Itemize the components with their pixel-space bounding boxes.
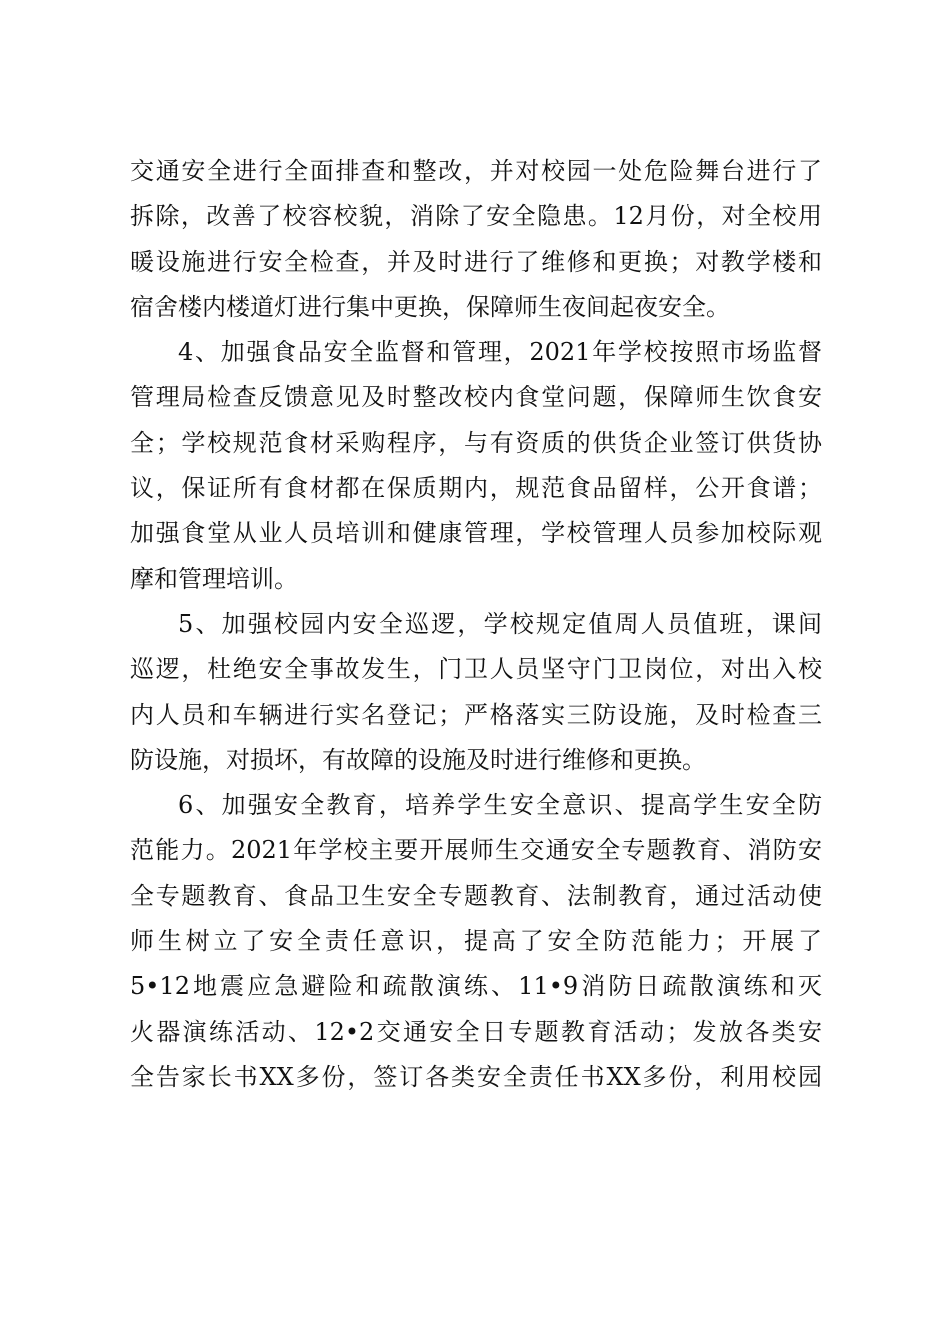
text-line: 巡逻，杜绝安全事故发生，门卫人员坚守门卫岗位，对出入校 [130,655,822,684]
text-line: 5•12地震应急避险和疏散演练、11•9消防日疏散演练和灭 [130,972,822,1001]
text-line: 内人员和车辆进行实名登记；严格落实三防设施，及时检查三 [130,700,822,729]
text-line: 拆除，改善了校容校貌，消除了安全隐患。12月份，对全校用 [130,202,822,231]
text-line: 摩和管理培训。 [130,564,298,593]
text-line: 加强食堂从业人员培训和健康管理，学校管理人员参加校际观 [130,519,822,548]
text-line: 5、加强校园内安全巡逻，学校规定值周人员值班，课间 [178,609,822,638]
text-line: 宿舍楼内楼道灯进行集中更换，保障师生夜间起夜安全。 [130,292,730,321]
paragraph-item-4 [130,330,822,602]
text-line: 火器演练活动、12•2交通安全日专题教育活动；发放各类安 [130,1017,822,1046]
text-line: 师生树立了安全责任意识，提高了安全防范能力；开展了 [130,927,822,956]
paragraph-continued [130,149,822,330]
paragraph-item-6 [130,783,822,1100]
text-line: 6、加强安全教育，培养学生安全意识、提高学生安全防 [178,791,822,820]
text-line: 防设施，对损坏，有故障的设施及时进行维修和更换。 [130,745,706,774]
text-line: 全；学校规范食材采购程序，与有资质的供货企业签订供货协 [130,428,822,457]
text-line: 交通安全进行全面排查和整改，并对校园一处危险舞台进行了 [130,157,822,185]
document-body [130,149,822,1100]
text-line: 全告家长书XX多份，签订各类安全责任书XX多份，利用校园 [130,1062,822,1091]
text-line: 4、加强食品安全监督和管理，2021年学校按照市场监督 [178,338,822,367]
text-line: 范能力。2021年学校主要开展师生交通安全专题教育、消防安 [130,836,822,865]
text-line: 暖设施进行安全检查，并及时进行了维修和更换；对教学楼和 [130,247,822,276]
text-line: 管理局检查反馈意见及时整改校内食堂问题，保障师生饮食安 [130,383,822,412]
paragraph-item-5 [130,602,822,783]
text-line: 议，保证所有食材都在保质期内，规范食品留样，公开食谱； [130,474,822,503]
text-line: 全专题教育、食品卫生安全专题教育、法制教育，通过活动使 [130,881,822,910]
